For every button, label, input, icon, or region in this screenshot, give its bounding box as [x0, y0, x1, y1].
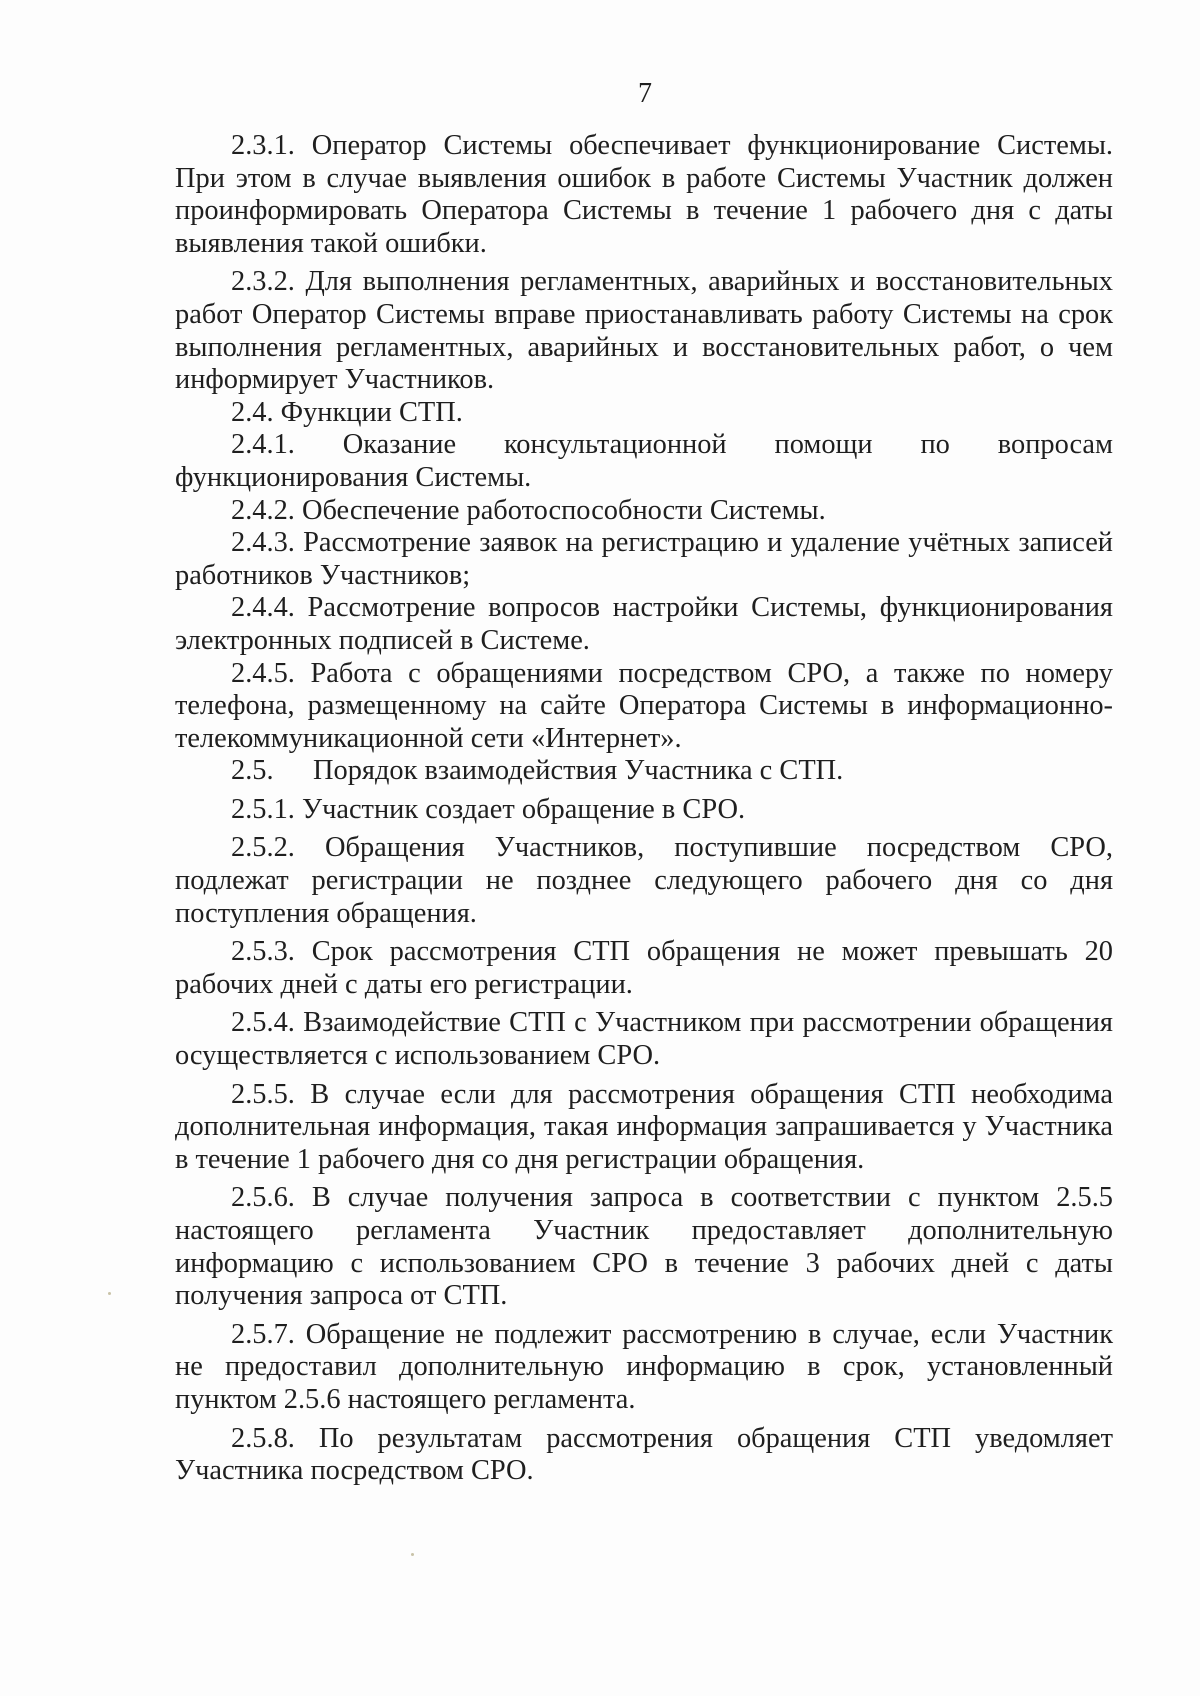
paragraph-2-5-7: 2.5.7. Обращение не подлежит рассмотрению в случае, если Участник не предоставил дополнительную информацию в срок, установленный пунктом 2.5.6 настоящего регламента.	[175, 1318, 1113, 1415]
paragraph-2-5-5: 2.5.5. В случае если для рассмотрения обращения СТП необходима дополнительная информация, такая информация запрашивается у Участника в течение 1 рабочего дня со дня регистрации обращения.	[175, 1078, 1113, 1175]
paragraph-2-4-4: 2.4.4. Рассмотрение вопросов настройки Системы, функционирования электронных подписей в Системе.	[175, 592, 1113, 656]
paragraph-2-4-2: 2.4.2. Обеспечение работоспособности Системы.	[231, 494, 826, 526]
heading-2-5-number: 2.5.	[231, 755, 274, 787]
paragraph-2-5-2: 2.5.2. Обращения Участников, поступившие посредством СРО, подлежат регистрации не позднее следующего рабочего дня со дня поступления обращения.	[175, 832, 1113, 929]
scan-speck	[411, 1553, 414, 1556]
paragraph-2-3-1: 2.3.1. Оператор Системы обеспечивает функционирование Системы. При этом в случае выявления ошибок в работе Системы Участник должен проинформировать Оператора Системы в течение 1 рабочего дня с даты выявления такой ошибки.	[175, 130, 1113, 259]
scan-speck	[108, 1292, 111, 1295]
page-number: 7	[638, 78, 652, 109]
paragraph-2-5-8: 2.5.8. По результатам рассмотрения обращения СТП уведомляет Участника посредством СРО.	[175, 1422, 1113, 1487]
paragraph-2-4-1: 2.4.1. Оказание консультационной помощи по вопросам функционирования Системы.	[175, 429, 1113, 493]
heading-2-4: 2.4. Функции СТП.	[231, 396, 463, 428]
paragraph-2-5-3: 2.5.3. Срок рассмотрения СТП обращения не может превышать 20 рабочих дней с даты его регистрации.	[175, 936, 1113, 1000]
paragraph-2-4-5: 2.4.5. Работа с обращениями посредством СРО, а также по номеру телефона, размещенному на сайте Оператора Системы в информационно-телекоммуникационной сети «Интернет».	[175, 657, 1113, 754]
paragraph-2-5-4: 2.5.4. Взаимодействие СТП с Участником при рассмотрении обращения осуществляется с использованием СРО.	[175, 1007, 1113, 1072]
paragraph-2-5-1: 2.5.1. Участник создает обращение в СРО.	[231, 793, 746, 825]
heading-2-5-text: Порядок взаимодействия Участника с СТП.	[313, 755, 844, 787]
paragraph-2-4-3: 2.4.3. Рассмотрение заявок на регистрацию и удаление учётных записей работников Участников;	[175, 527, 1113, 591]
heading-2-5	[175, 755, 1113, 788]
paragraph-2-5-6: 2.5.6. В случае получения запроса в соответствии с пунктом 2.5.5 настоящего регламента Участник предоставляет дополнительную информацию с использованием СРО в течение 3 рабочих дней с даты получения запроса от СТП.	[175, 1182, 1113, 1312]
document-body	[175, 130, 1113, 1488]
paragraph-2-3-2: 2.3.2. Для выполнения регламентных, аварийных и восстановительных работ Оператор Системы вправе приостанавливать работу Системы на срок выполнения регламентных, аварийных и восстановительных работ, о чем информирует Участников.	[175, 266, 1113, 396]
